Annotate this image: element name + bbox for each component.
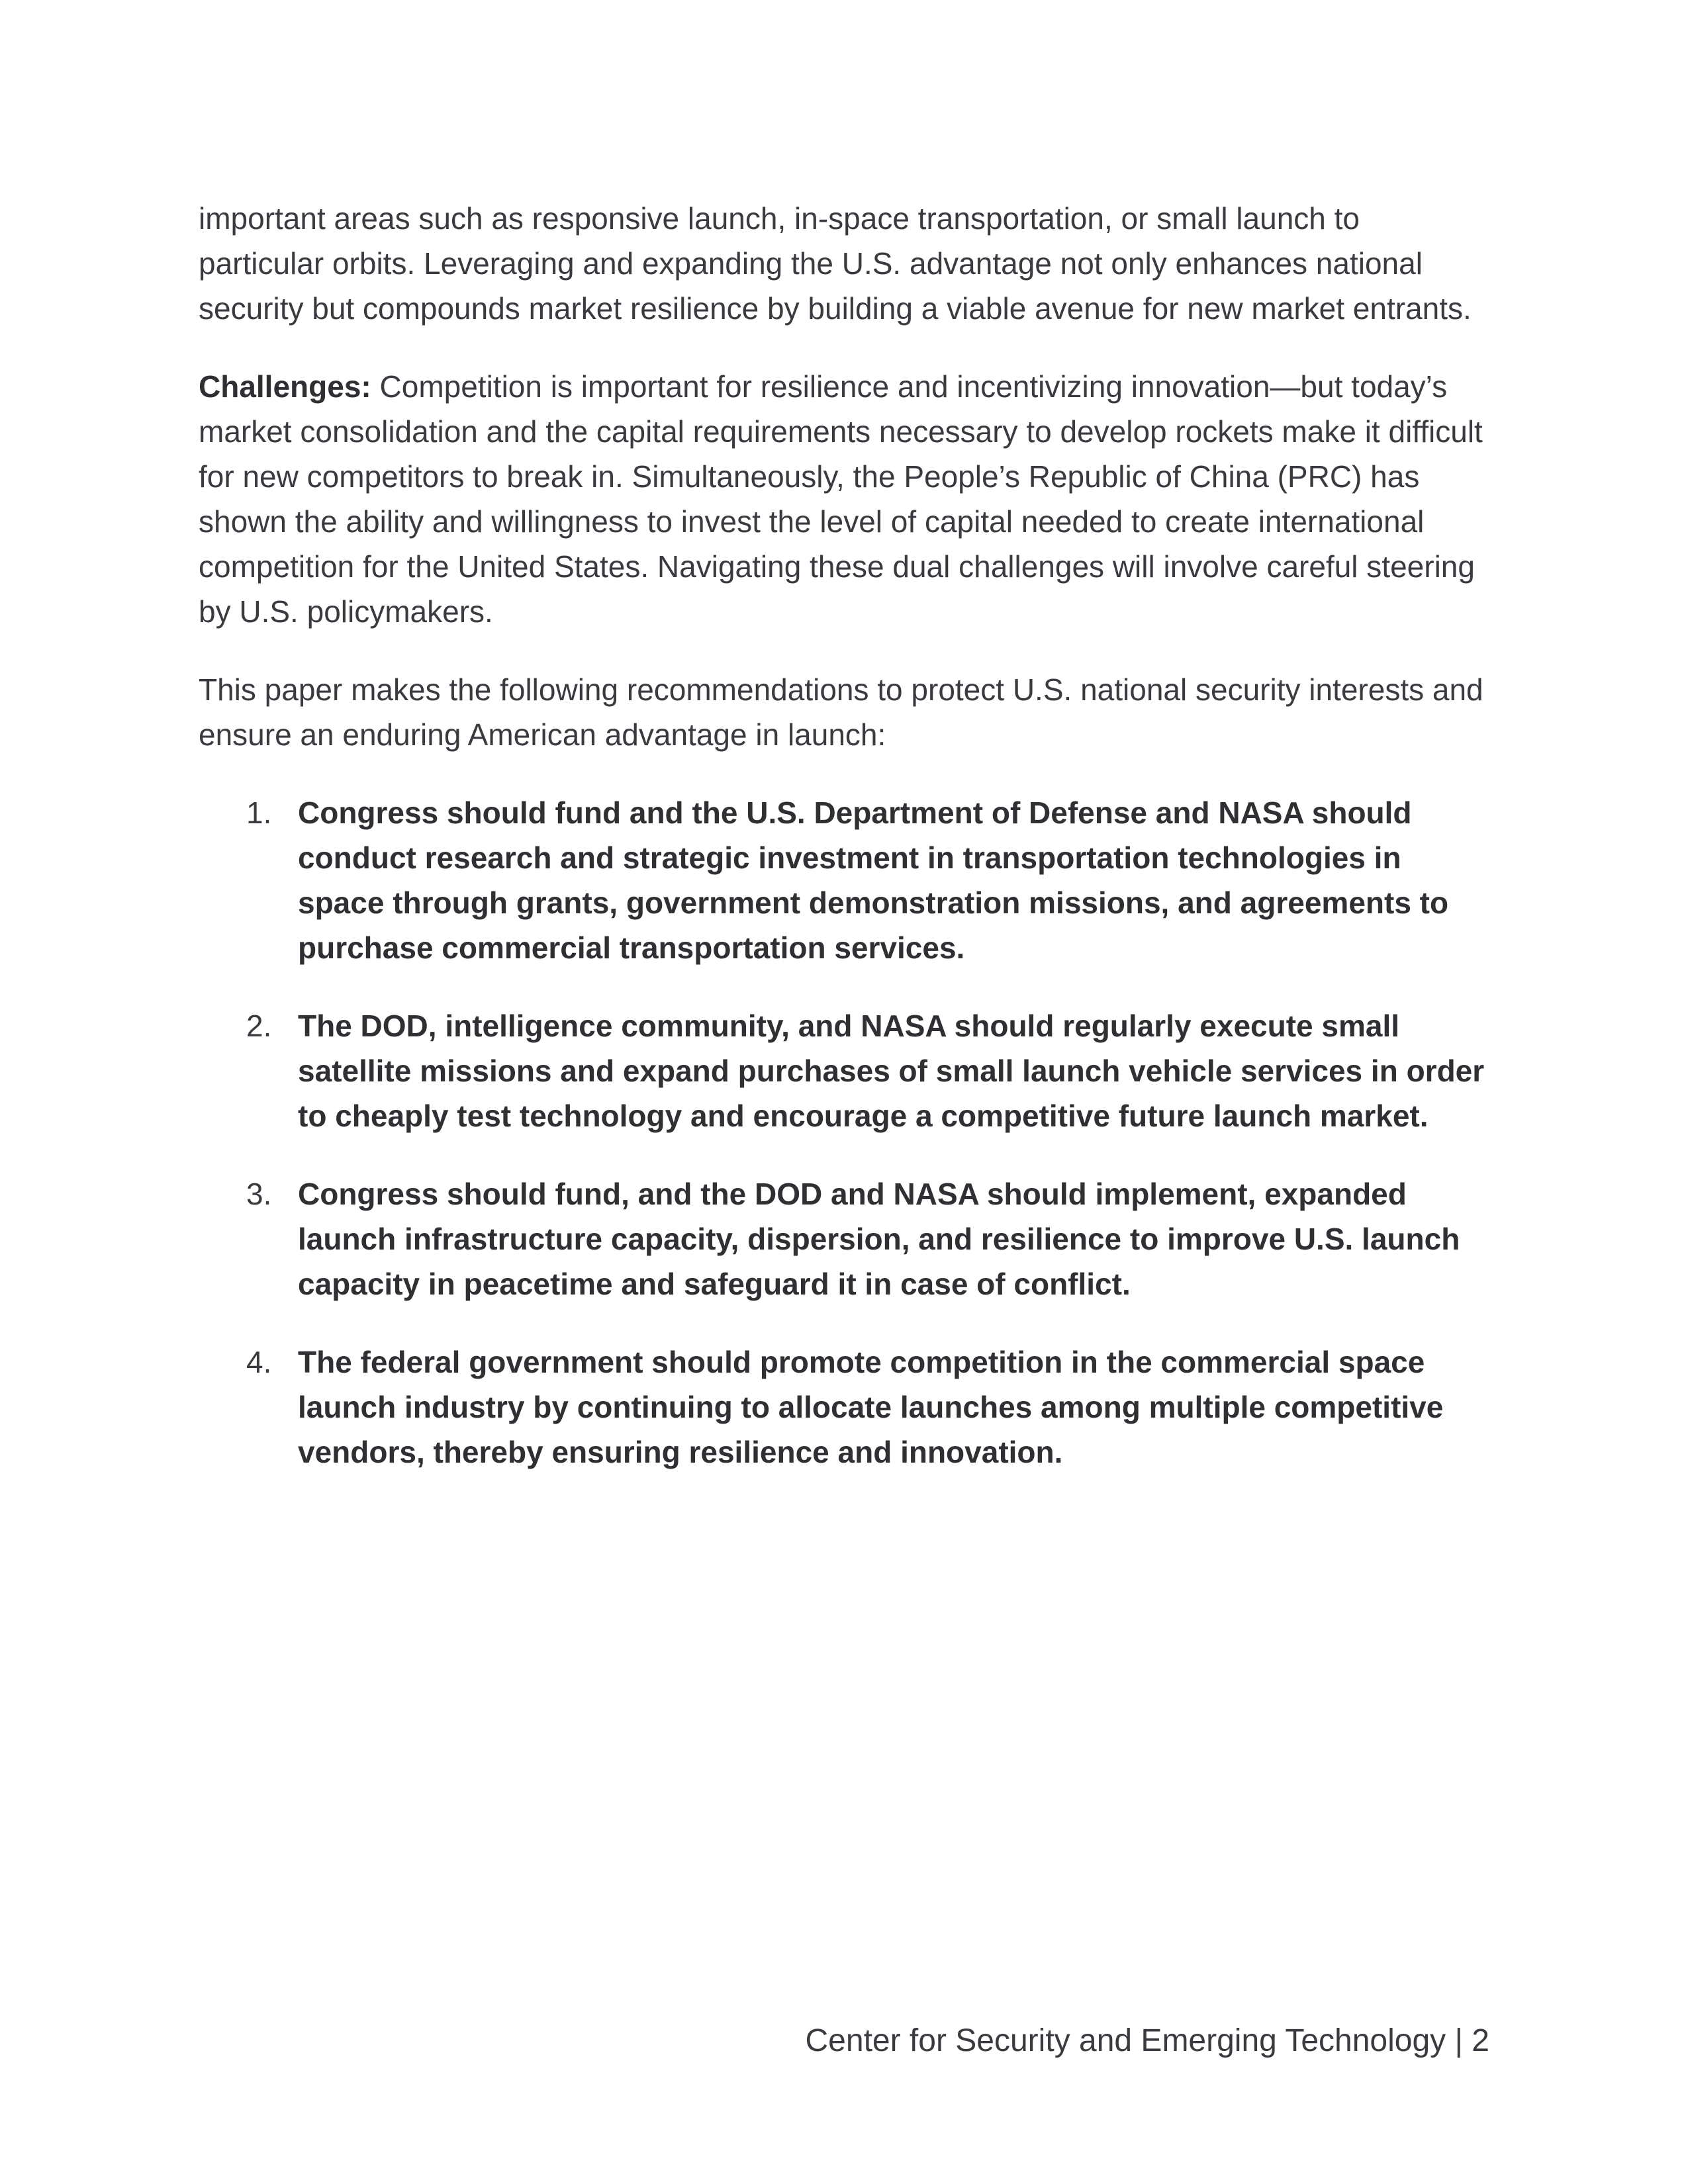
recommendation-text: Congress should fund and the U.S. Department of Defense and NASA should conduct research and strategic investment in transportation technologies in space through grants, government demonstration missions, and agreements to purchase commercial transportation services. bbox=[298, 796, 1449, 965]
paragraph-challenges bbox=[199, 364, 1489, 634]
recommendation-number: 1. bbox=[246, 796, 272, 830]
recommendation-number: 3. bbox=[246, 1177, 272, 1211]
recommendation-text: The federal government should promote competition in the commercial space launch industry by continuing to allocate launches among multiple competitive vendors, thereby ensuring resilience and innovation. bbox=[298, 1345, 1444, 1469]
recommendation-text: Congress should fund, and the DOD and NASA should implement, expanded launch infrastructure capacity, dispersion, and resilience to improve U.S. launch capacity in peacetime and safeguard it in case of conflict. bbox=[298, 1177, 1460, 1301]
paragraph-intro: This paper makes the following recommendations to protect U.S. national security interests and ensure an enduring American advantage in launch: bbox=[199, 672, 1483, 752]
recommendation-item bbox=[199, 1171, 1489, 1306]
recommendations-list bbox=[199, 790, 1489, 1475]
recommendation-item bbox=[199, 1340, 1489, 1475]
page-content bbox=[199, 196, 1489, 1508]
challenges-text: Competition is important for resilience and incentivizing innovation—but today’s market consolidation and the capital requirements necessary to develop rockets make it difficult for new competitors to break in. Simultaneously, the People’s Republic of China (PRC) has shown the ability and willingness to invest the level of capital needed to create international competition for the United States. Navigating these dual challenges will involve careful steering by U.S. policymakers. bbox=[199, 369, 1483, 629]
recommendation-text: The DOD, intelligence community, and NASA should regularly execute small satellite missions and expand purchases of small launch vehicle services in order to cheaply test technology and encourage a competitive future launch market. bbox=[298, 1009, 1485, 1133]
challenges-label: Challenges: bbox=[199, 369, 371, 404]
recommendation-number: 2. bbox=[246, 1009, 272, 1043]
recommendation-number: 4. bbox=[246, 1345, 272, 1379]
page-footer: Center for Security and Emerging Technology | 2 bbox=[805, 2023, 1489, 2058]
paragraph-continuation: important areas such as responsive launch, in-space transportation, or small launch to particular orbits. Leveraging and expanding the U.S. advantage not only enhances national security but compounds market resilience by building a viable avenue for new market entrants. bbox=[199, 201, 1472, 326]
recommendation-item bbox=[199, 790, 1489, 970]
recommendation-item bbox=[199, 1003, 1489, 1138]
